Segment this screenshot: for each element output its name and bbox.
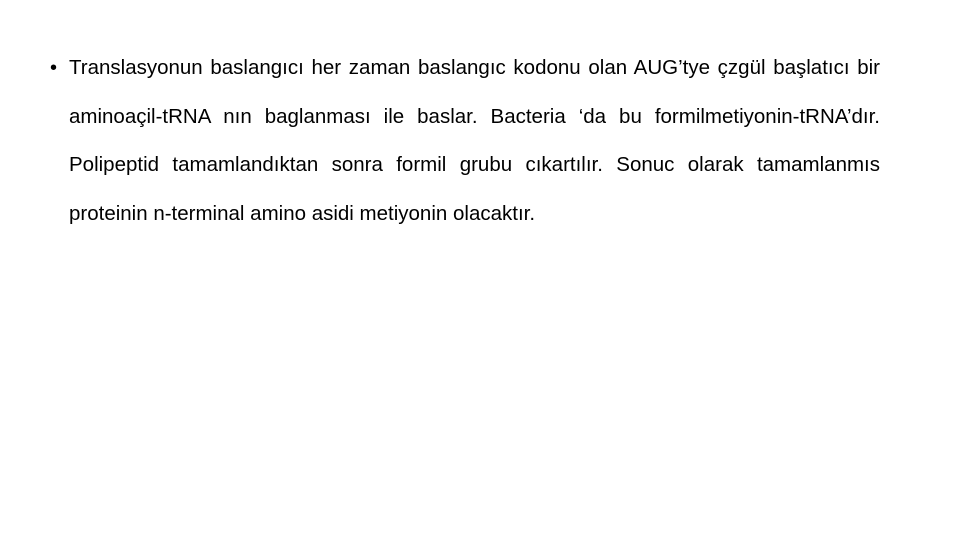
bullet-text: Translasyonun baslangıcı her zaman baslangıc kodonu olan AUG’tye çzgül başlatıcı bir aminoaçil-tRNA nın baglanması ile baslar. Bacteria ‘da bu formilmetiyonin-tRNA’dır. Polipeptid tamamlandıktan sonra formil grubu cıkartılır. Sonuc olarak tamamlanmıs proteinin n-terminal amino asidi metiyonin olacaktır. [69, 56, 880, 225]
slide-content [50, 44, 880, 238]
bullet-marker: • [50, 57, 58, 79]
bullet-item [50, 44, 880, 238]
